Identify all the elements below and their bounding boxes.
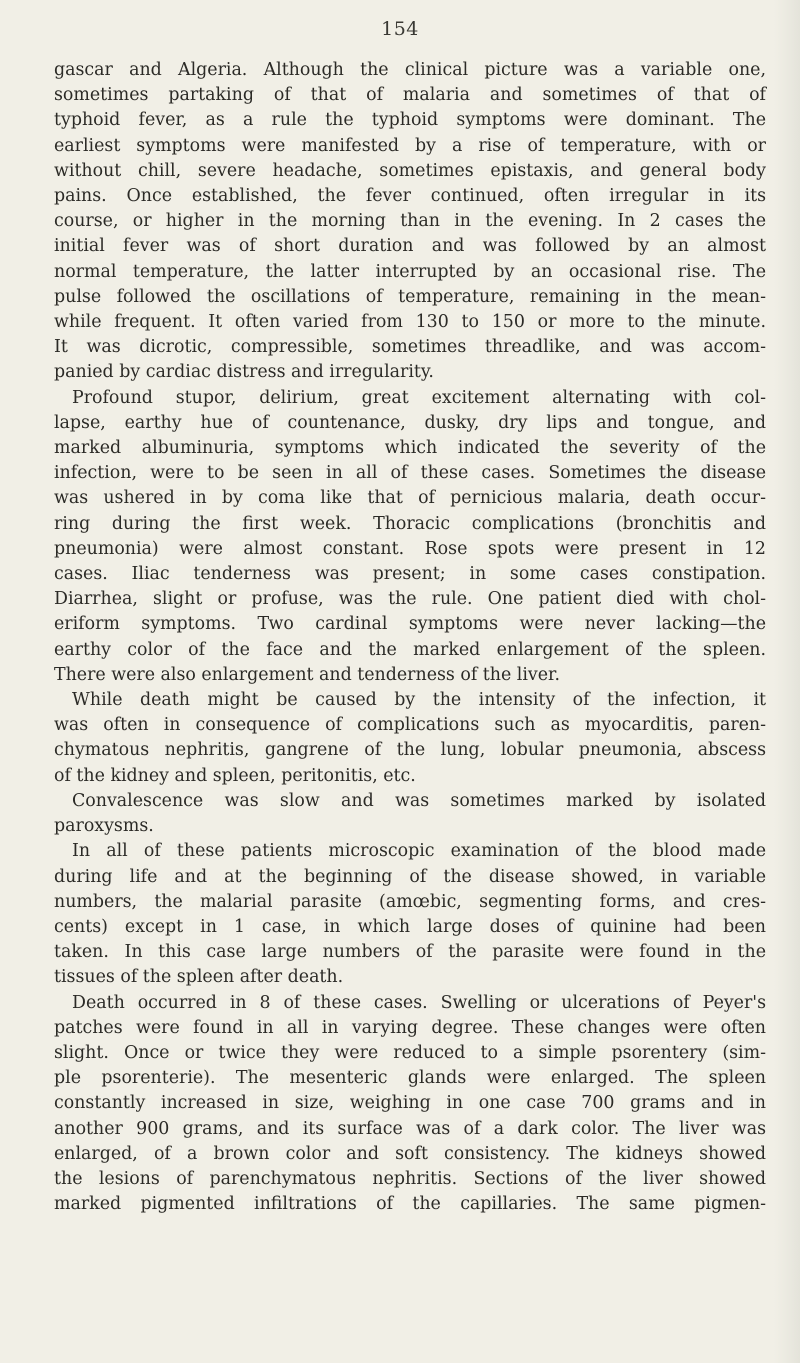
text-line: Convalescence was slow and was sometimes marked by isolated (72, 790, 766, 811)
text-line: earthy color of the face and the marked enlargement of the spleen. (54, 639, 766, 660)
text-line: In all of these patients microscopic examination of the blood made (72, 841, 766, 862)
text-line: of the kidney and spleen, peritonitis, etc. (54, 765, 416, 786)
text-line: panied by cardiac distress and irregularity. (54, 362, 434, 383)
text-line: pulse followed the oscillations of temperature, remaining in the mean- (54, 286, 766, 307)
text-line: earliest symptoms were manifested by a rise of temperature, with or (54, 135, 766, 156)
page-number: 154 (381, 18, 419, 40)
text-line: Death occurred in 8 of these cases. Swelling or ulcerations of Peyer's (72, 992, 766, 1013)
text-line: was ushered in by coma like that of pernicious malaria, death occur- (54, 488, 766, 509)
text-line: paroxysms. (54, 816, 154, 837)
text-line: Diarrhea, slight or profuse, was the rule. One patient died with chol- (54, 589, 766, 610)
text-line: There were also enlargement and tenderness of the liver. (54, 664, 560, 685)
text-line: cents) except in 1 case, in which large doses of quinine had been (54, 916, 766, 937)
text-line: taken. In this case large numbers of the parasite were found in the (54, 942, 766, 963)
text-line: course, or higher in the morning than in the evening. In 2 cases the (54, 211, 766, 232)
text-line: patches were found in all in varying degree. These changes were often (54, 1017, 766, 1038)
text-line: normal temperature, the latter interrupted by an occasional rise. The (54, 261, 766, 282)
text-line: while frequent. It often varied from 130 to 150 or more to the minute. (54, 312, 766, 333)
text-line: Profound stupor, delirium, great excitement alternating with col- (72, 387, 766, 408)
text-line: during life and at the beginning of the disease showed, in variable (54, 866, 766, 887)
text-line: eriform symptoms. Two cardinal symptoms were never lacking—the (54, 614, 766, 635)
text-line: the lesions of parenchymatous nephritis. Sections of the liver showed (54, 1168, 766, 1189)
text-line: initial fever was of short duration and was followed by an almost (54, 236, 766, 257)
text-line: pneumonia) were almost constant. Rose spots were present in 12 (54, 538, 766, 559)
text-line: lapse, earthy hue of countenance, dusky, dry lips and tongue, and (54, 412, 766, 433)
page-edge-shadow (774, 0, 800, 1363)
text-line: without chill, severe headache, sometimes epistaxis, and general body (54, 160, 766, 181)
text-line: ring during the first week. Thoracic complications (bronchitis and (54, 513, 766, 534)
text-line: constantly increased in size, weighing in one case 700 grams and in (54, 1093, 766, 1114)
text-line: was often in consequence of complications such as myocarditis, paren- (54, 715, 766, 736)
text-line: pains. Once established, the fever continued, often irregular in its (54, 186, 766, 207)
text-line: typhoid fever, as a rule the typhoid symptoms were dominant. The (54, 110, 766, 131)
text-line: marked pigmented infiltrations of the capillaries. The same pigmen- (54, 1194, 766, 1215)
text-line: numbers, the malarial parasite (amœbic, segmenting forms, and cres- (54, 891, 766, 912)
text-line: marked albuminuria, symptoms which indicated the severity of the (54, 438, 766, 459)
text-line: While death might be caused by the intensity of the infection, it (72, 690, 766, 711)
text-line: It was dicrotic, compressible, sometimes threadlike, and was accom- (54, 337, 766, 358)
text-line: cases. Iliac tenderness was present; in some cases constipation. (54, 564, 766, 585)
text-line: chymatous nephritis, gangrene of the lung, lobular pneumonia, abscess (54, 740, 766, 761)
text-line: enlarged, of a brown color and soft consistency. The kidneys showed (54, 1143, 766, 1164)
text-line: slight. Once or twice they were reduced to a simple psorentery (sim- (54, 1042, 766, 1063)
text-line: tissues of the spleen after death. (54, 967, 344, 988)
text-line: sometimes partaking of that of malaria and sometimes of that of (54, 85, 766, 106)
text-line: another 900 grams, and its surface was of a dark color. The liver was (54, 1118, 766, 1139)
text-line: ple psorenterie). The mesenteric glands were enlarged. The spleen (54, 1068, 766, 1089)
text-line: gascar and Algeria. Although the clinical picture was a variable one, (54, 60, 766, 80)
body-text (54, 58, 766, 1217)
text-line: infection, were to be seen in all of these cases. Sometimes the disease (54, 463, 766, 484)
